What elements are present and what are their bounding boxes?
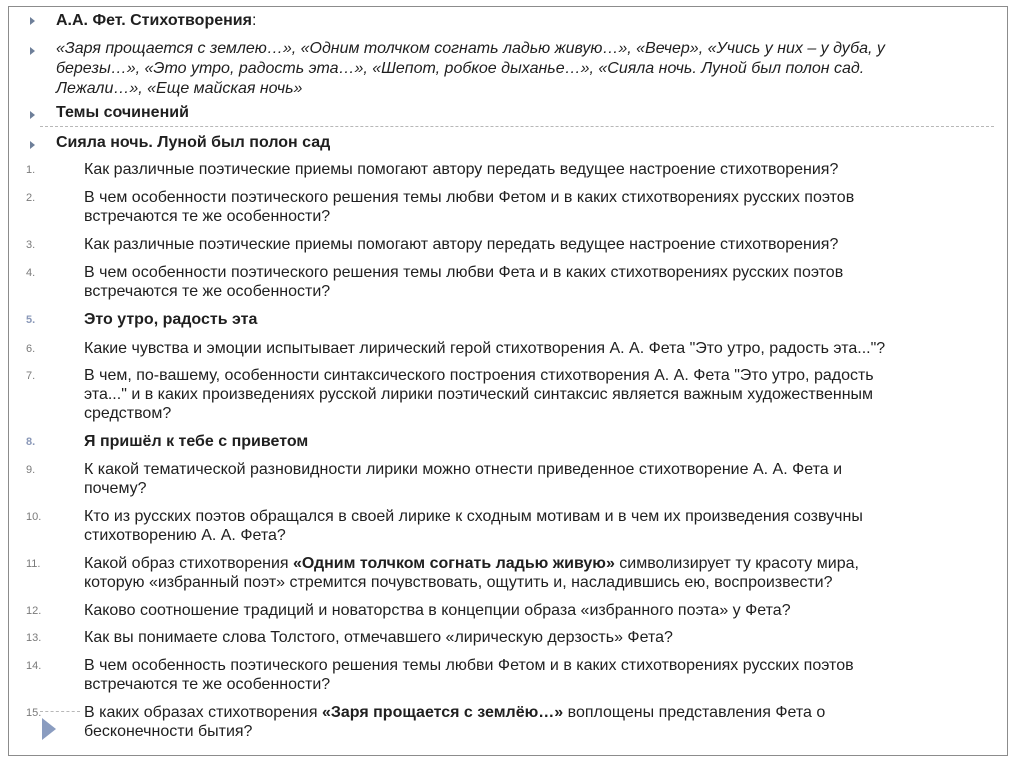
item-text: Каково соотношение традиций и новаторства в концепции образа «избранного поэта» у Фета?: [84, 602, 791, 619]
item-number: 5.: [26, 314, 36, 326]
next-slide-arrow-icon[interactable]: [42, 718, 56, 740]
item-heading: Я пришёл к тебе с приветом: [84, 433, 309, 450]
item-number: 2.: [26, 192, 36, 204]
item-text: бесконечности бытия?: [84, 723, 253, 740]
item-number: 7.: [26, 370, 36, 382]
item-number: 1.: [26, 164, 36, 176]
item-number: 14.: [26, 660, 42, 672]
item-text: которую «избранный поэт» стремится почувствовать, ощутить и, насладившись ею, воспроизвести?: [84, 574, 833, 591]
title-text: А.А. Фет. Стихотворения:: [56, 12, 257, 29]
item-text: Как различные поэтические приемы помогают автору передать ведущее настроение стихотворения?: [84, 236, 839, 253]
poems-line: Лежали…», «Еще майская ночь»: [56, 80, 303, 97]
item-number: 3.: [26, 239, 36, 251]
item-text: Как различные поэтические приемы помогают автору передать ведущее настроение стихотворения?: [84, 161, 839, 178]
item-number: 8.: [26, 436, 36, 448]
item-heading: Это утро, радость эта: [84, 311, 258, 328]
item-text: В каких образах стихотворения «Заря прощается с землёю…» воплощены представления Фета о: [84, 704, 826, 721]
themes-heading: Темы сочинений: [56, 104, 189, 121]
item-text: В чем, по-вашему, особенности синтаксического построения стихотворения А. А. Фета "Это утро, радость: [84, 367, 874, 384]
item-text: встречаются те же особенности?: [84, 208, 331, 225]
item-text: К какой тематической разновидности лирики можно отнести приведенное стихотворение А. А. Фета и: [84, 461, 843, 478]
item-text: В чем особенности поэтического решения темы любви Фета и в каких стихотворениях русских поэтов: [84, 264, 844, 281]
bullet-arrow-icon: [30, 47, 35, 55]
night-heading: Сияла ночь. Луной был полон сад: [56, 134, 331, 151]
bullet-arrow-icon: [30, 111, 35, 119]
item-text: стихотворению А. А. Фета?: [84, 527, 286, 544]
item-number: 15.: [26, 707, 42, 719]
item-number: 13.: [26, 632, 42, 644]
item-text: Как вы понимаете слова Толстого, отмечавшего «лирическую дерзость» Фета?: [84, 629, 673, 646]
item-text: В чем особенности поэтического решения темы любви Фетом и в каких стихотворениях русских поэтов: [84, 189, 855, 206]
item-number: 12.: [26, 605, 42, 617]
item-text: средством?: [84, 405, 172, 422]
divider-line: [40, 126, 994, 127]
item-number: 10.: [26, 511, 42, 523]
item-text: В чем особенность поэтического решения темы любви Фетом и в каких стихотворениях русских поэтов: [84, 657, 854, 674]
divider-line-bottom: [40, 711, 80, 712]
poems-line: березы…», «Это утро, радость эта…», «Шепот, робкое дыханье…», «Сияла ночь. Луной был полон сад.: [56, 60, 865, 77]
item-text: Какие чувства и эмоции испытывает лирический герой стихотворения А. А. Фета "Это утро, радость эта..."?: [84, 340, 886, 357]
item-number: 11.: [26, 558, 41, 570]
item-number: 9.: [26, 464, 36, 476]
item-text: Какой образ стихотворения «Одним толчком согнать ладью живую» символизирует ту красоту мира,: [84, 555, 859, 572]
item-text: встречаются те же особенности?: [84, 676, 331, 693]
item-number: 4.: [26, 267, 36, 279]
item-text: эта..." и в каких произведениях русской лирики поэтический синтаксис является важным художественным: [84, 386, 874, 403]
item-text: Кто из русских поэтов обращался в своей лирике к сходным мотивам и в чем их произведения созвучны: [84, 508, 863, 525]
bullet-arrow-icon: [30, 141, 35, 149]
bullet-arrow-icon: [30, 17, 35, 25]
item-number: 6.: [26, 343, 36, 355]
item-text: встречаются те же особенности?: [84, 283, 331, 300]
poems-line: «Заря прощается с землею…», «Одним толчком согнать ладью живую…», «Вечер», «Учись у них – у дуба, у: [56, 40, 885, 57]
item-text: почему?: [84, 480, 147, 497]
